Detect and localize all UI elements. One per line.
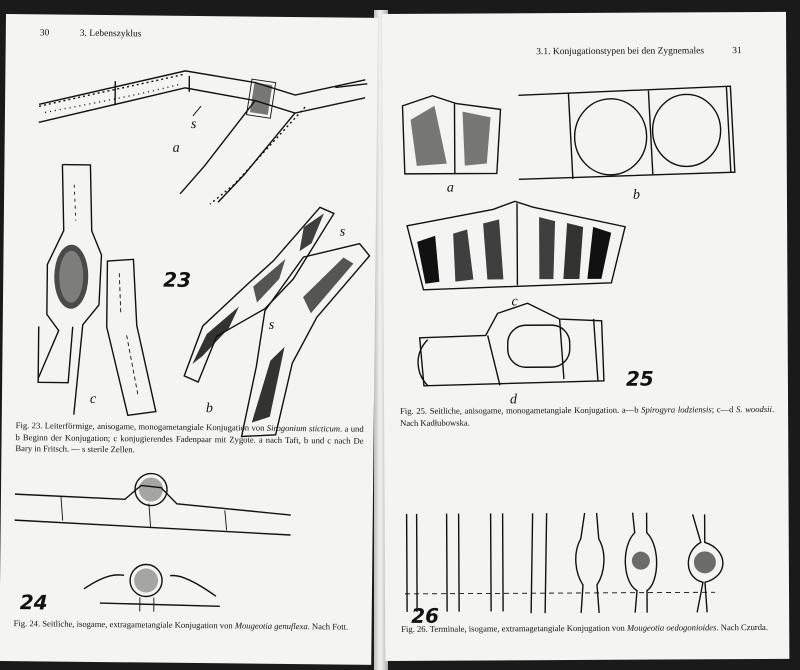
fig24-drawing bbox=[0, 14, 378, 618]
running-head-left: 3. Lebenszyklus bbox=[79, 28, 142, 40]
fig25-number: 25 bbox=[625, 366, 654, 391]
fig25-label-d: d bbox=[509, 392, 518, 408]
fig25-caption: Fig. 25. Seitliche, anisogame, monogametangiale Konjugation. a—b Spirogyra lodziensis; c—d S. woodsii. Nach Kadłubowska. bbox=[400, 403, 775, 428]
fig23-label-b: b bbox=[205, 401, 213, 417]
right-page bbox=[382, 12, 789, 661]
page-number-right: 31 bbox=[732, 46, 742, 57]
fig23-caption: Fig. 23. Leiterförmige, anisogame, monogametangiale Konjugation von Sirogonium sticticum. a und b Beginn der Konjugation; c konjugierendes Fadenpaar mit Zygote. a nach Taft, b und c nach De Bary in Fritsch. — s sterile Zellen. bbox=[15, 420, 364, 455]
fig23-label-s-b1: s bbox=[339, 224, 346, 240]
running-head-right: 3.1. Konjugationstypen bei den Zygnemales bbox=[536, 46, 705, 58]
fig23-number: 23 bbox=[163, 267, 192, 292]
fig25-label-a: a bbox=[446, 180, 454, 196]
fig23-label-c: c bbox=[89, 391, 97, 407]
fig23-label-s-a: s bbox=[190, 116, 197, 132]
fig26-drawing bbox=[382, 12, 789, 634]
fig23-label-a: a bbox=[172, 140, 180, 156]
fig25-label-c: c bbox=[511, 294, 518, 310]
fig23-label-s-b2: s bbox=[268, 317, 275, 333]
fig26-number: 26 bbox=[411, 603, 440, 628]
fig24-number: 24 bbox=[19, 590, 48, 615]
fig25-label-b: b bbox=[632, 187, 640, 203]
fig26-caption: Fig. 26. Terminale, isogame, extramagetangiale Konjugation von Mougeotia oedogonioides. Nach Czurda. bbox=[401, 621, 769, 634]
left-page bbox=[0, 14, 378, 665]
fig24-caption: Fig. 24. Seitliche, isogame, extragametangiale Konjugation von Mougeotia genuflexa. Nach Fott. bbox=[13, 618, 349, 632]
page-number-left: 30 bbox=[39, 28, 50, 39]
